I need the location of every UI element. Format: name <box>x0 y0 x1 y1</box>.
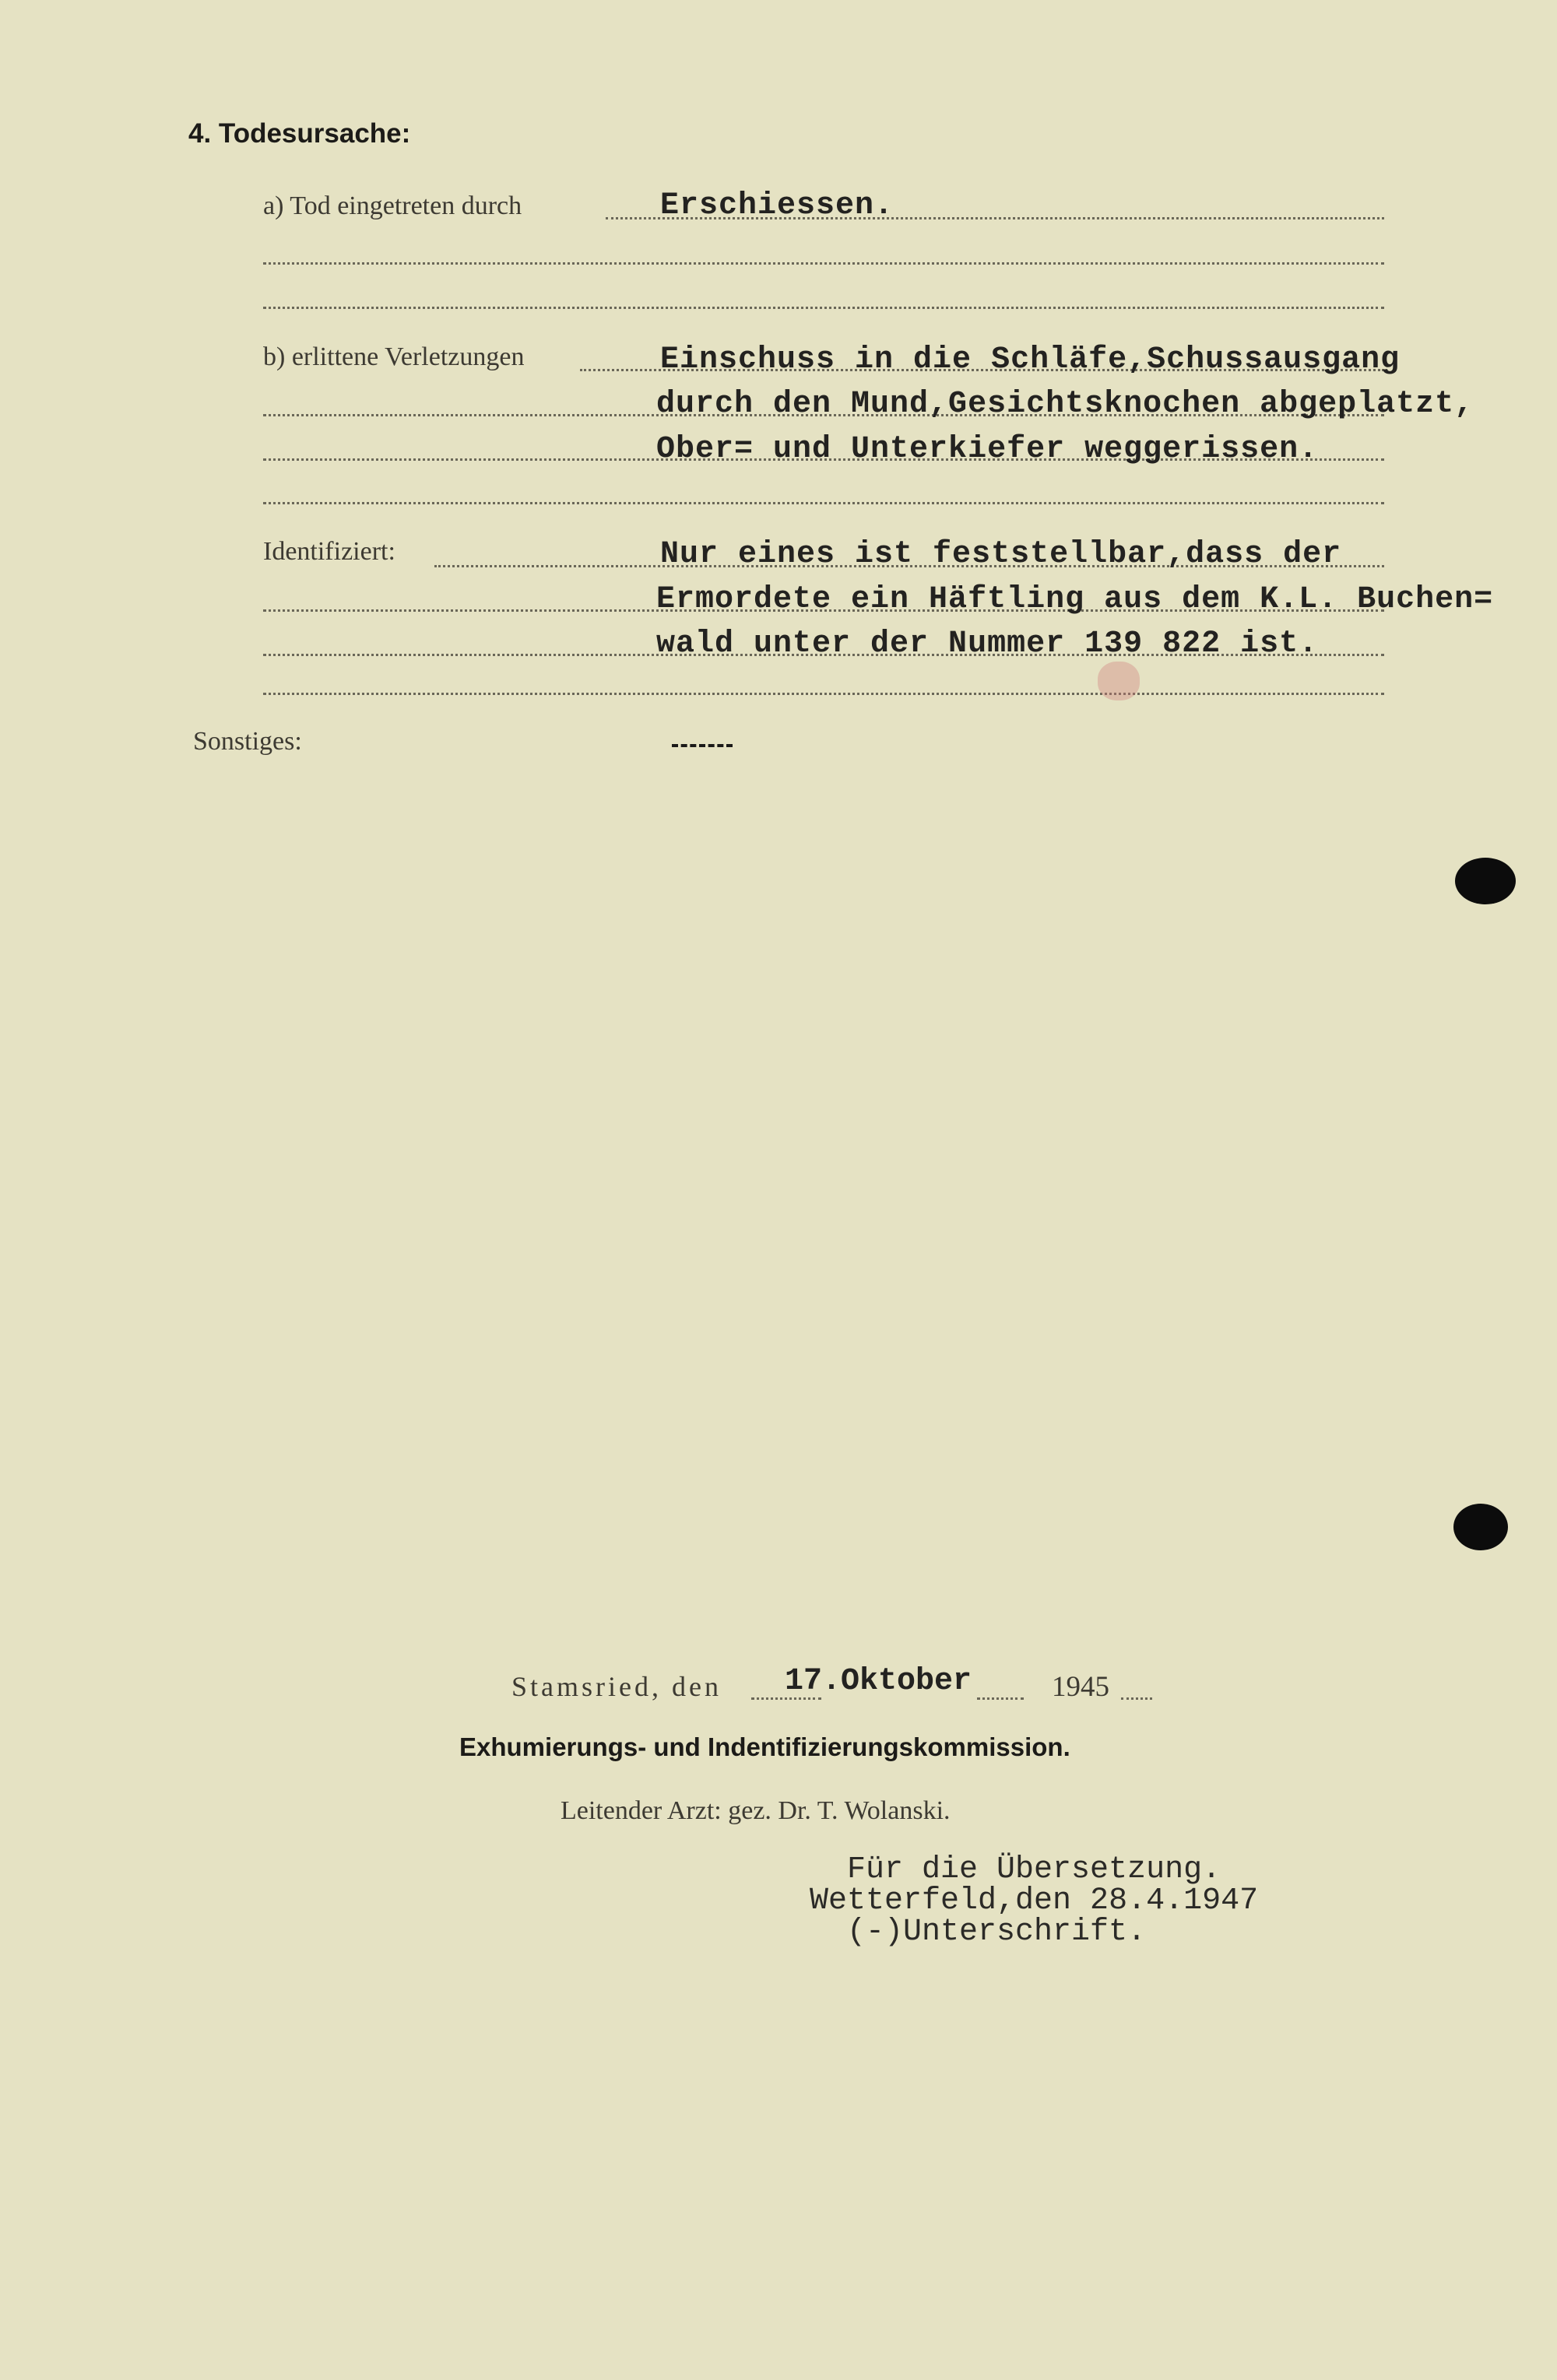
red-ink-mark <box>1098 662 1140 700</box>
injuries-line-4 <box>263 502 1384 504</box>
death-cause-label: a) Tod eingetreten durch <box>263 191 522 220</box>
date-line-2 <box>977 1697 1024 1700</box>
place-date-label: Stamsried, den <box>511 1671 722 1702</box>
death-cause-value: Erschiessen. <box>660 188 894 223</box>
commission-name: Exhumierungs- und Indentifizierungskommission. <box>459 1732 1070 1761</box>
injuries-text-line-2: durch den Mund,Gesichtsknochen abgeplatzt, <box>656 387 1474 422</box>
section-heading: 4. Todesursache: <box>188 118 411 149</box>
identified-text-line-3: wald unter der Nummer 139 822 ist. <box>656 627 1319 662</box>
punch-hole-bottom <box>1453 1504 1508 1550</box>
translation-line-2: Wetterfeld,den 28.4.1947 <box>810 1883 1259 1918</box>
injuries-label: b) erlittene Verletzungen <box>263 342 525 371</box>
empty-line-2 <box>263 307 1384 309</box>
translation-line-3: (-)Unterschrift. <box>847 1915 1147 1950</box>
date-day-month: 17.Oktober <box>785 1664 972 1699</box>
identified-text-line-1: Nur eines ist feststellbar,dass der <box>660 537 1342 572</box>
other-label: Sonstiges: <box>193 727 302 756</box>
identified-line-4 <box>263 693 1384 695</box>
date-line-3 <box>1121 1697 1152 1700</box>
translation-line-1: Für die Übersetzung. <box>847 1852 1221 1887</box>
injuries-text-line-3: Ober= und Unterkiefer weggerissen. <box>656 432 1319 467</box>
identified-text-line-2: Ermordete ein Häftling aus dem K.L. Buchen= <box>656 582 1494 617</box>
injuries-text-line-1: Einschuss in die Schläfe,Schussausgang <box>660 342 1401 377</box>
empty-line-1 <box>263 262 1384 265</box>
doctor-signature-line: Leitender Arzt: gez. Dr. T. Wolanski. <box>561 1796 951 1825</box>
date-year: 1945 <box>1052 1671 1109 1703</box>
other-value-dash <box>672 744 733 752</box>
identified-label: Identifiziert: <box>263 537 395 566</box>
punch-hole-top <box>1455 858 1516 904</box>
